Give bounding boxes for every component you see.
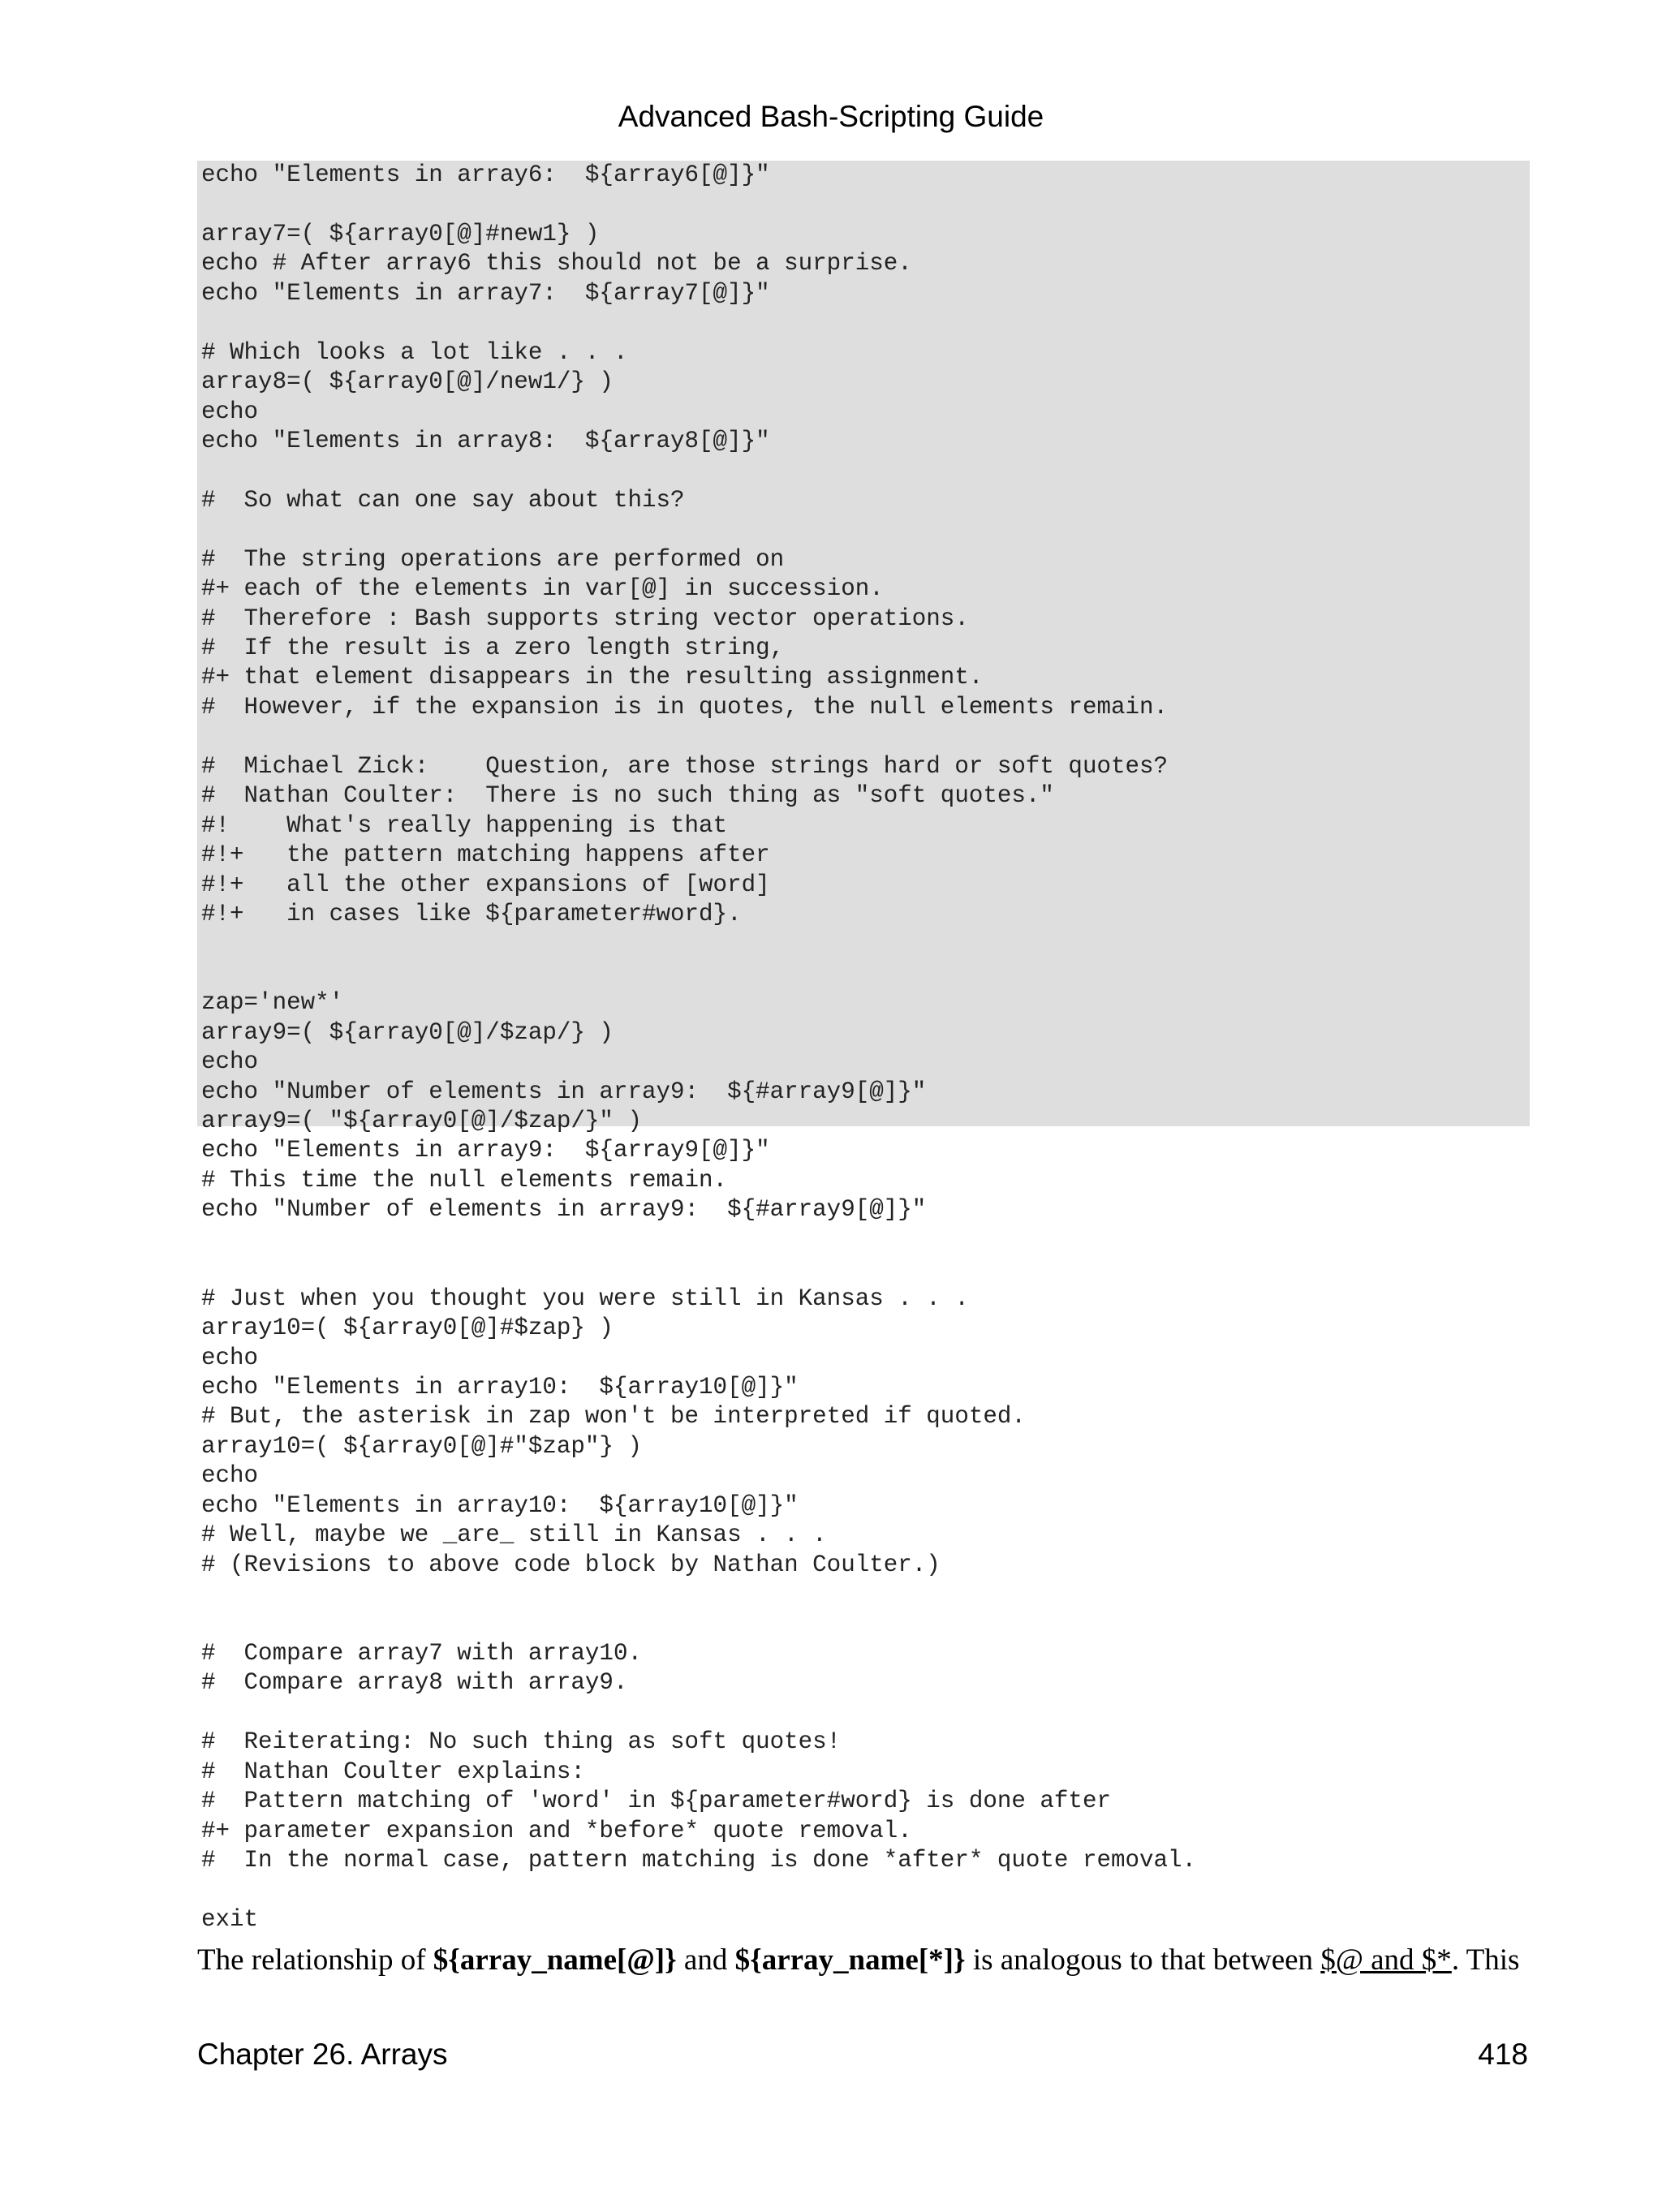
code-line: # Compare array7 with array10.: [201, 1639, 642, 1667]
paragraph-bold-array-star: ${array_name[*]}: [734, 1943, 966, 1977]
code-line: array9=( ${array0[@]/$zap/} ): [201, 1018, 614, 1046]
code-line: array9=( "${array0[@]/$zap/}" ): [201, 1108, 642, 1134]
code-line: [201, 308, 1530, 338]
code-line: array10=( ${array0[@]#$zap} ): [201, 1315, 614, 1342]
code-line: #!+ the pattern matching happens after: [201, 841, 770, 869]
code-line: echo: [201, 1462, 259, 1490]
code-line: # However, if the expansion is in quotes, the null elements remain.: [201, 693, 1169, 721]
code-line: echo: [201, 1048, 259, 1076]
code-line: [201, 515, 1530, 544]
code-line: # Reiterating: No such thing as soft quotes!: [201, 1728, 842, 1756]
code-line: array7=( ${array0[@]#new1} ): [201, 220, 600, 247]
paragraph-text: . This: [1451, 1943, 1520, 1977]
code-line: # If the result is a zero length string,: [201, 635, 785, 661]
code-line: #!+ all the other expansions of [word]: [201, 871, 770, 898]
code-line: #! What's really happening is that: [201, 811, 728, 839]
code-line: # Pattern matching of 'word' in ${parameter#word} is done after: [201, 1788, 1111, 1815]
code-line: array8=( ${array0[@]/new1/} ): [201, 368, 614, 396]
code-line: # Nathan Coulter explains:: [201, 1758, 585, 1785]
code-line: [201, 1254, 1530, 1284]
code-line: # Just when you thought you were still in Kansas . . .: [201, 1285, 969, 1312]
code-line: [201, 1225, 1530, 1254]
code-line: [201, 722, 1530, 751]
code-line: echo: [201, 398, 259, 425]
code-line: [201, 1580, 1530, 1609]
code-line: # But, the asterisk in zap won't be interpreted if quoted.: [201, 1403, 1026, 1431]
code-line: #+ each of the elements in var[@] in succession.: [201, 575, 884, 603]
code-line: [201, 1609, 1530, 1638]
code-line: [201, 456, 1530, 485]
code-line: echo # After array6 this should not be a surprise.: [201, 250, 912, 278]
code-line: echo "Number of elements in array9: ${#array9[@]}": [201, 1078, 927, 1105]
code-line: exit: [201, 1905, 259, 1933]
code-line: echo "Elements in array8: ${array8[@]}": [201, 427, 770, 454]
code-line: array10=( ${array0[@]#"$zap"} ): [201, 1432, 642, 1460]
code-line: # Michael Zick: Question, are those strings hard or soft quotes?: [201, 752, 1169, 780]
code-line: # Well, maybe we _are_ still in Kansas . . .: [201, 1521, 827, 1549]
code-line: # In the normal case, pattern matching is done *after* quote removal.: [201, 1846, 1197, 1874]
footer-page-number: 418: [1478, 2038, 1528, 2071]
code-line: # Nathan Coulter: There is no such thing as "soft quotes.": [201, 782, 1054, 810]
code-line: # Compare array8 with array9.: [201, 1669, 628, 1697]
paragraph-text: The relationship of: [197, 1943, 433, 1977]
body-paragraph: [197, 1941, 1658, 1980]
code-line: # (Revisions to above code block by Nathan Coulter.): [201, 1551, 941, 1578]
code-line: echo "Elements in array6: ${array6[@]}": [201, 161, 770, 188]
page-header-title: Advanced Bash-Scripting Guide: [618, 100, 1044, 133]
code-line: echo "Elements in array10: ${array10[@]}": [201, 1491, 799, 1519]
paragraph-text: is analogous to that between: [965, 1943, 1321, 1977]
code-line: [201, 190, 1530, 219]
paragraph-text: and: [676, 1943, 735, 1977]
code-line: zap='new*': [201, 989, 344, 1017]
code-line: #+ that element disappears in the resulting assignment.: [201, 664, 984, 691]
code-block: [197, 161, 1530, 1933]
code-line: [201, 929, 1530, 958]
code-line: # Which looks a lot like . . .: [201, 338, 628, 366]
code-line: # So what can one say about this?: [201, 486, 685, 514]
code-line: echo "Elements in array10: ${array10[@]}": [201, 1373, 799, 1401]
code-line: [201, 1875, 1530, 1904]
code-line: echo "Elements in array7: ${array7[@]}": [201, 279, 770, 307]
code-line: # The string operations are performed on: [201, 545, 785, 573]
code-line: echo "Number of elements in array9: ${#array9[@]}": [201, 1196, 927, 1224]
code-line: [201, 1698, 1530, 1728]
code-line: [201, 959, 1530, 988]
footer-chapter: Chapter 26. Arrays: [197, 2038, 448, 2071]
cross-reference-link[interactable]: $@ and $*: [1320, 1943, 1452, 1977]
code-line: #+ parameter expansion and *before* quote removal.: [201, 1817, 912, 1844]
paragraph-bold-array-at: ${array_name[@]}: [433, 1943, 677, 1977]
code-line: echo: [201, 1344, 259, 1371]
code-line: #!+ in cases like ${parameter#word}.: [201, 900, 742, 927]
code-line: echo "Elements in array9: ${array9[@]}": [201, 1137, 770, 1164]
code-line: # Therefore : Bash supports string vector operations.: [201, 605, 969, 632]
code-line: # This time the null elements remain.: [201, 1166, 728, 1194]
